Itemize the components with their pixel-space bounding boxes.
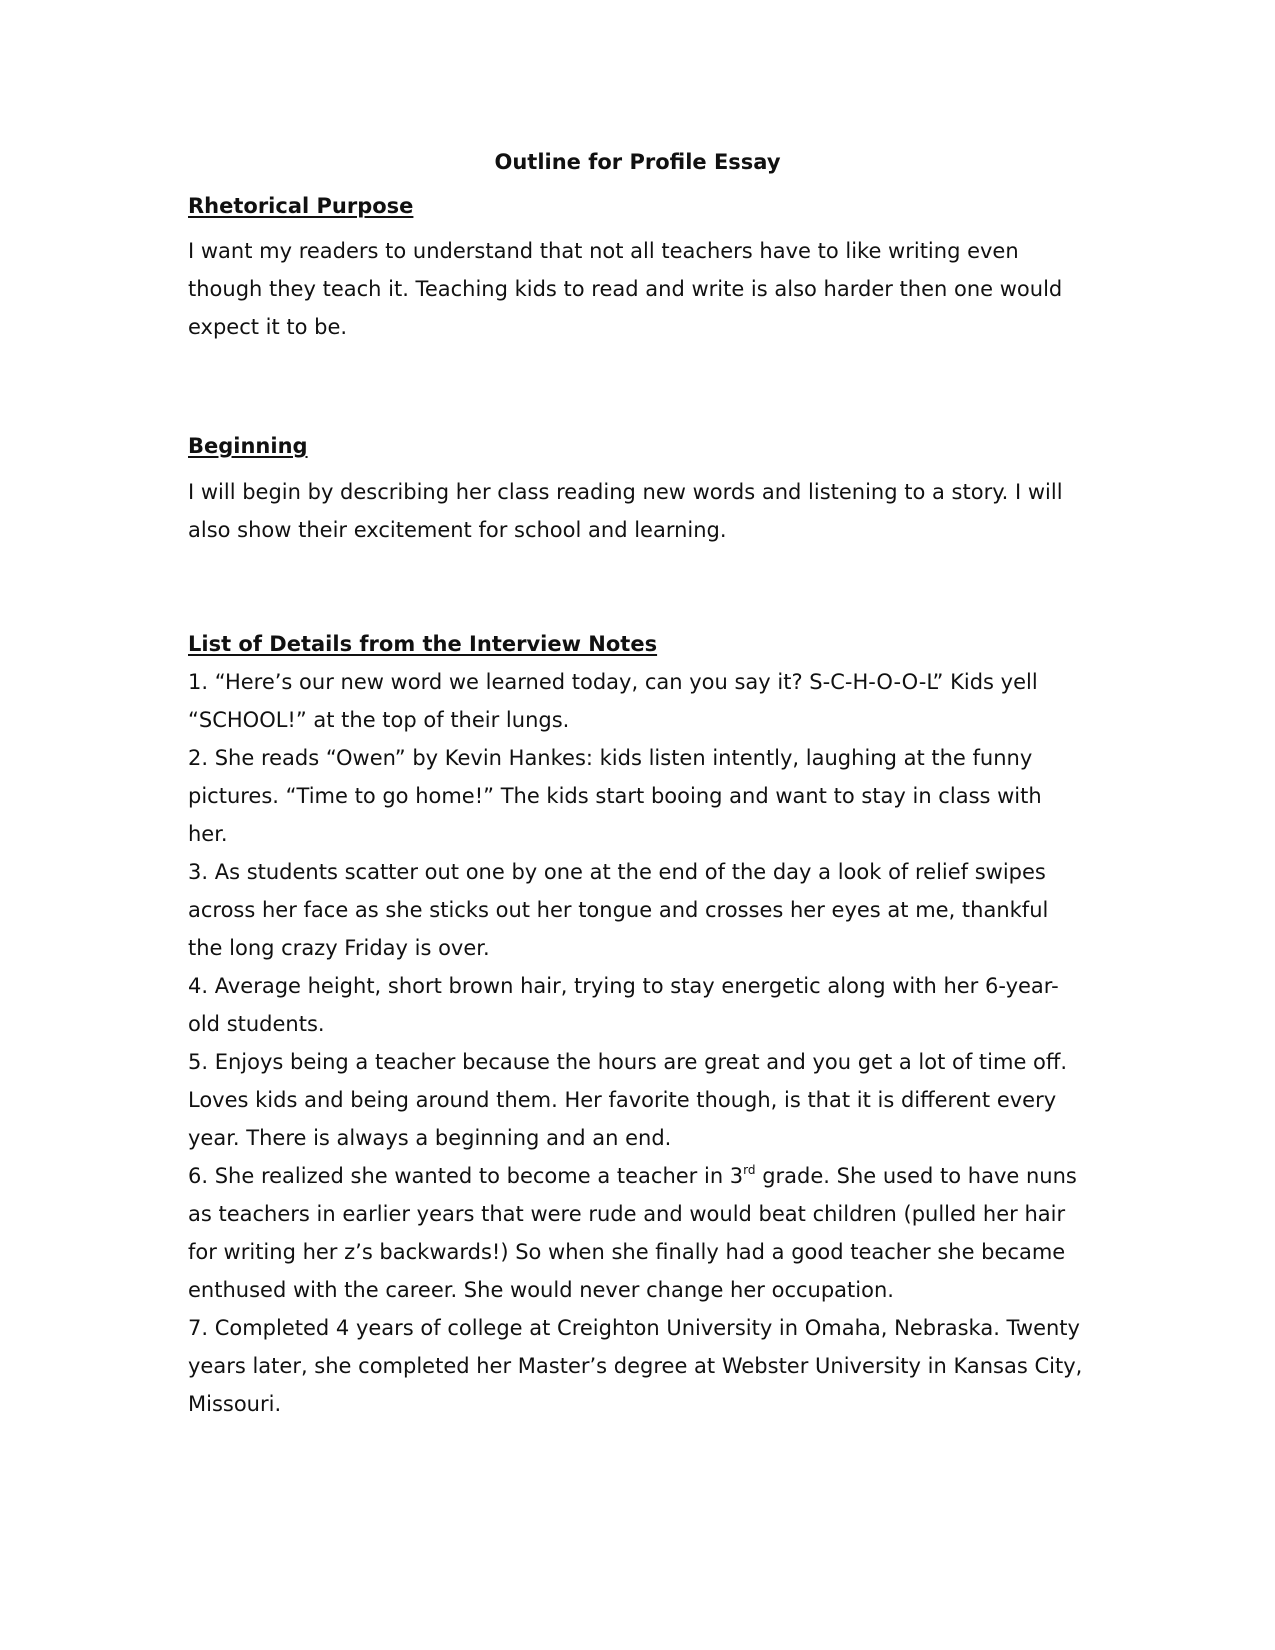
heading-beginning: Beginning [188, 434, 308, 458]
list-item-text: 6. She realized she wanted to become a teacher in 3 [188, 1164, 744, 1188]
list-item-line-with-superscript [188, 1157, 1088, 1195]
list-item-line: the long crazy Friday is over. [188, 936, 490, 960]
list-item-line: Loves kids and being around them. Her favorite though, is that it is different every [188, 1088, 1057, 1112]
list-item-line: 4. Average height, short brown hair, trying to stay energetic along with her 6-year- [188, 974, 1059, 998]
document-title: Outline for Profile Essay [494, 150, 781, 174]
details-list [188, 663, 1088, 1423]
list-item-line: year. There is always a beginning and an end. [188, 1126, 672, 1150]
text-line: expect it to be. [188, 315, 348, 339]
list-item-line: 1. “Here’s our new word we learned today, can you say it? S-C-H-O-O-L” Kids yell [188, 670, 1038, 694]
list-item-line: across her face as she sticks out her tongue and crosses her eyes at me, thankful [188, 898, 1049, 922]
text-line: I want my readers to understand that not all teachers have to like writing even [188, 239, 1019, 263]
list-item-line: Missouri. [188, 1392, 282, 1416]
beginning-paragraph [188, 473, 1088, 549]
list-item-line: her. [188, 822, 228, 846]
list-item-line: old students. [188, 1012, 325, 1036]
list-item-line: as teachers in earlier years that were rude and would beat children (pulled her hair [188, 1202, 1066, 1226]
text-line: though they teach it. Teaching kids to read and write is also harder then one would [188, 277, 1063, 301]
rhetorical-purpose-paragraph [188, 232, 1088, 346]
heading-rhetorical-purpose: Rhetorical Purpose [188, 194, 414, 218]
text-line: also show their excitement for school and learning. [188, 518, 727, 542]
list-item-line: “SCHOOL!” at the top of their lungs. [188, 708, 570, 732]
ordinal-superscript: rd [743, 1163, 756, 1177]
text-line: I will begin by describing her class reading new words and listening to a story. I will [188, 480, 1063, 504]
list-item-line: pictures. “Time to go home!” The kids start booing and want to stay in class with [188, 784, 1042, 808]
list-item-line: for writing her z’s backwards!) So when she finally had a good teacher she became [188, 1240, 1066, 1264]
list-item-line: 2. She reads “Owen” by Kevin Hankes: kids listen intently, laughing at the funny [188, 746, 1033, 770]
list-item-line: 5. Enjoys being a teacher because the hours are great and you get a lot of time off. [188, 1050, 1068, 1074]
list-item-line: enthused with the career. She would never change her occupation. [188, 1278, 894, 1302]
list-item-text: grade. She used to have nuns [755, 1164, 1077, 1188]
heading-interview-details: List of Details from the Interview Notes [188, 632, 658, 656]
list-item-line: 7. Completed 4 years of college at Creighton University in Omaha, Nebraska. Twenty [188, 1316, 1080, 1340]
list-item-line: years later, she completed her Master’s degree at Webster University in Kansas City, [188, 1354, 1083, 1378]
list-item-line: 3. As students scatter out one by one at the end of the day a look of relief swipes [188, 860, 1046, 884]
